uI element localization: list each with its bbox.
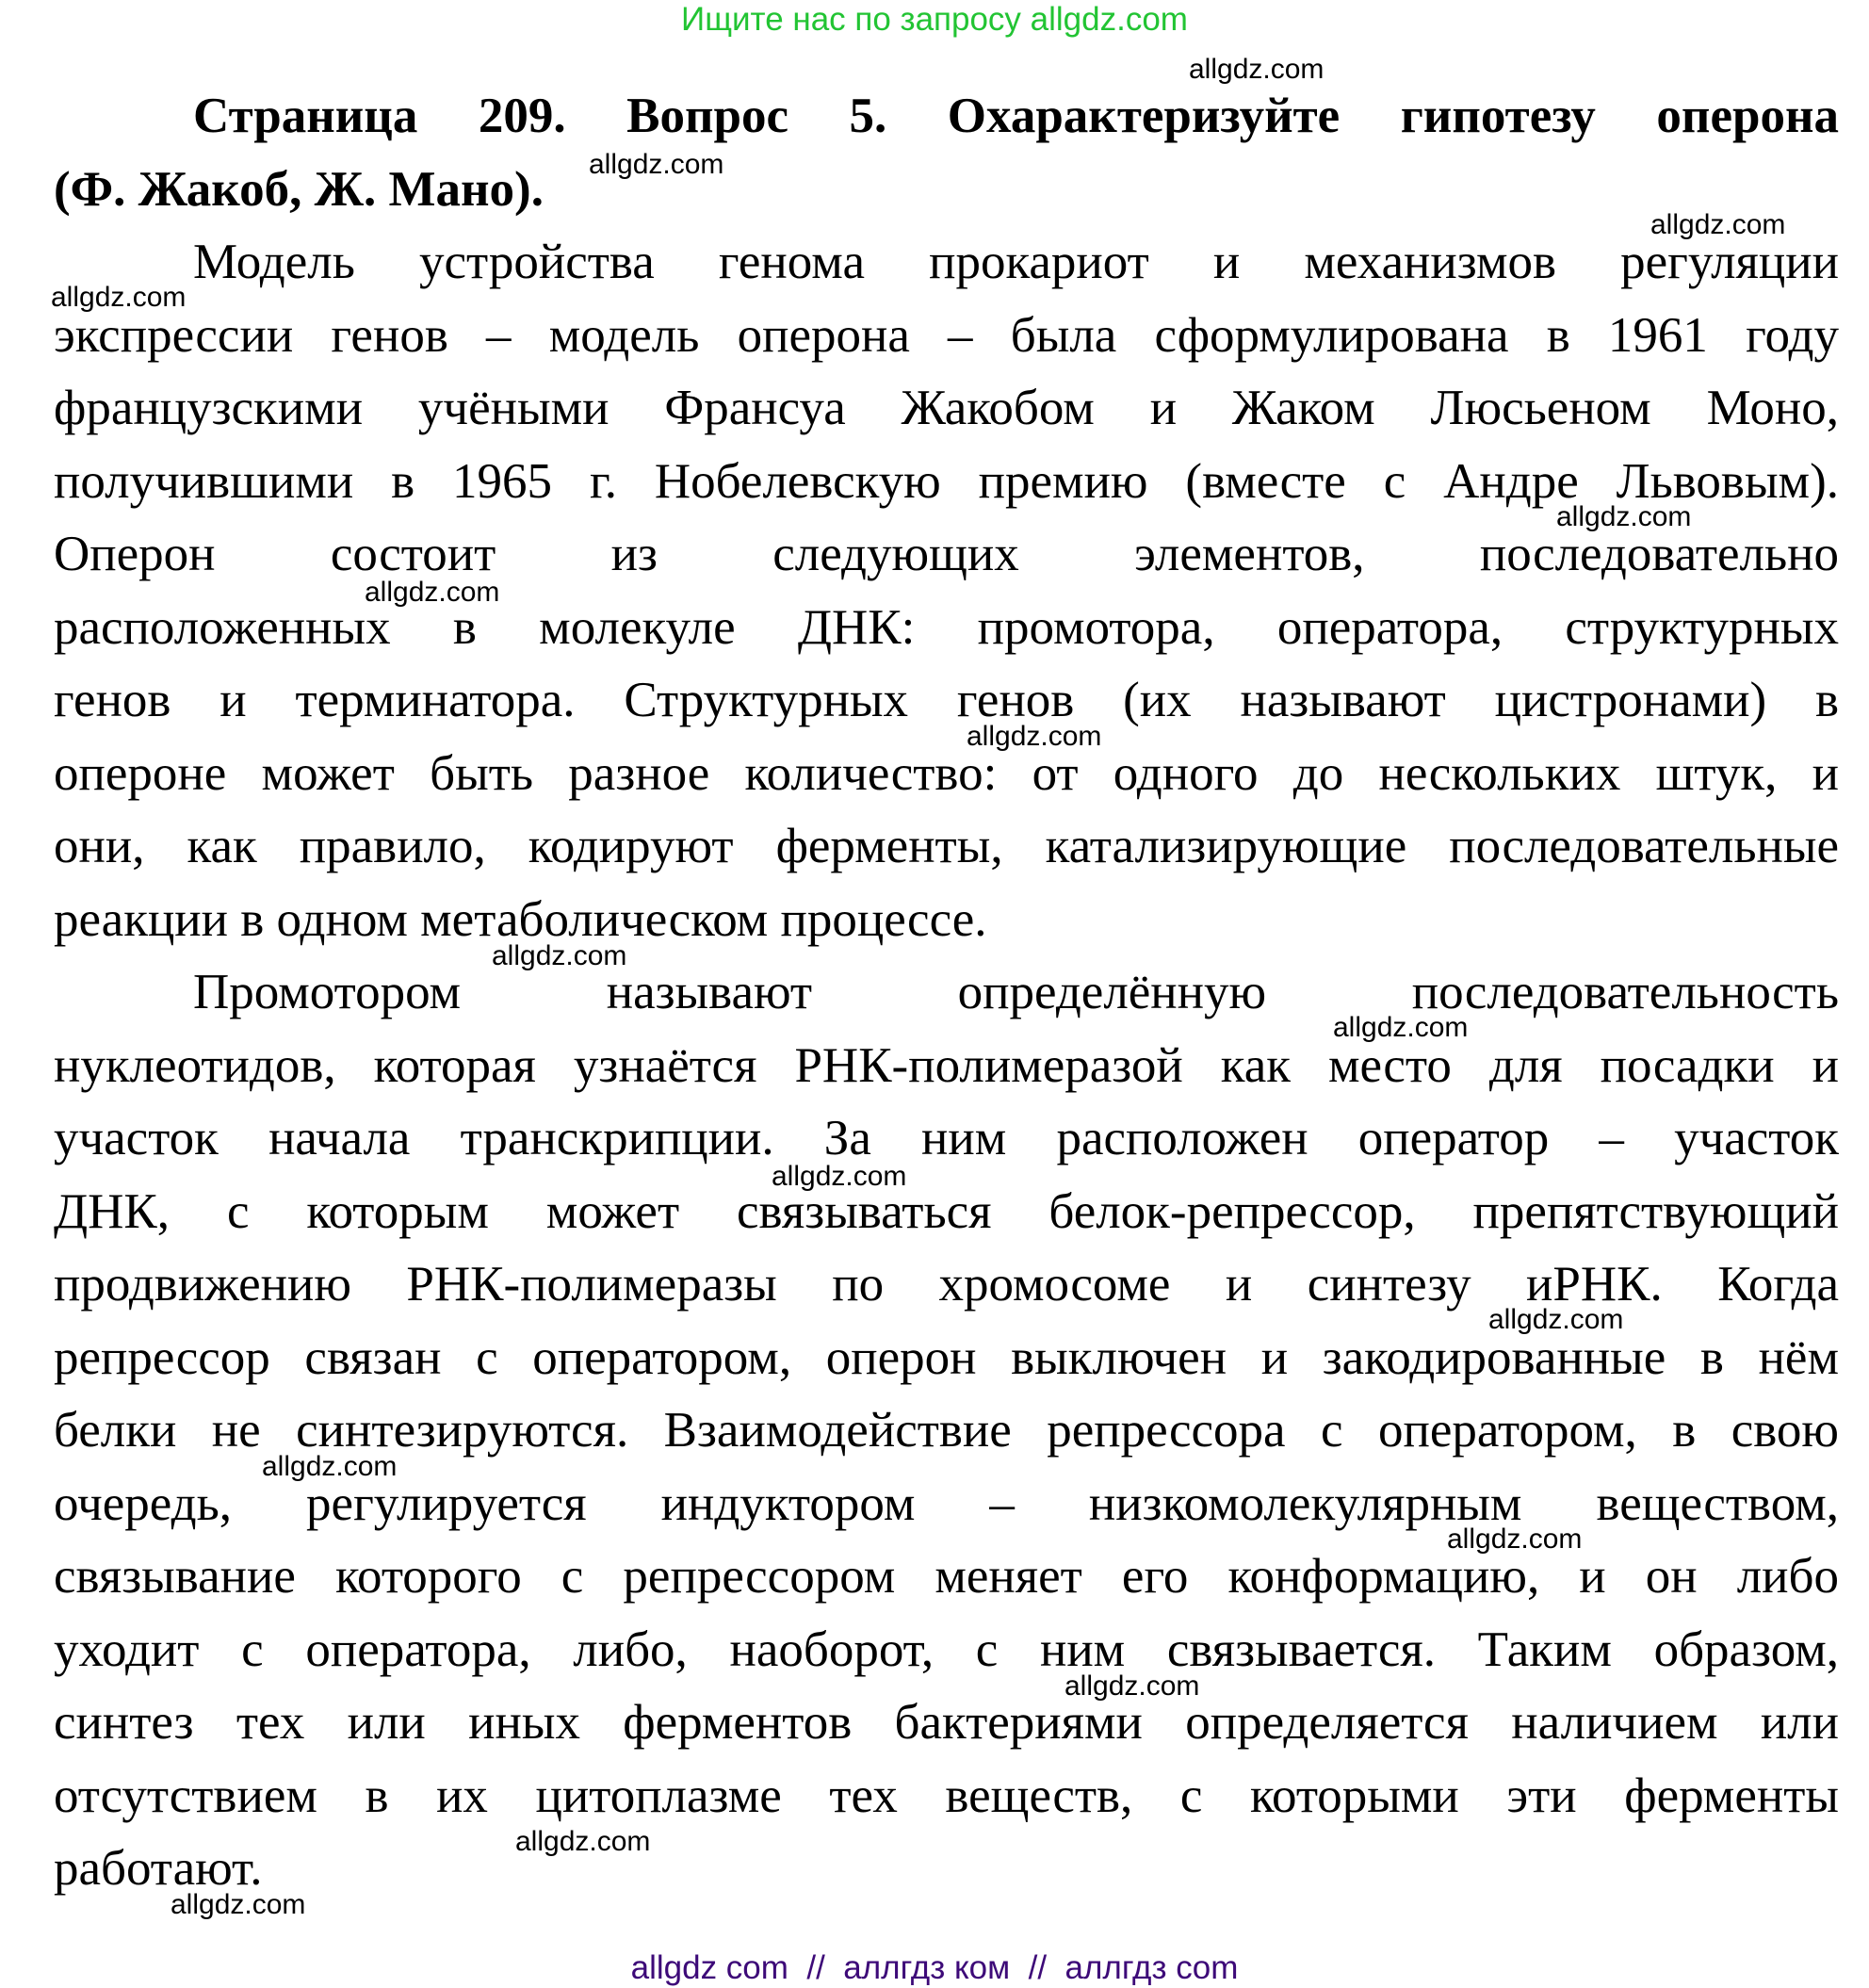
- paragraph-line: [54, 1687, 1839, 1760]
- line-text: нуклеотидов, которая узнаётся РНК-полимеразой как место для посадки и: [54, 1037, 1839, 1093]
- paragraph-line: [54, 1760, 1839, 1833]
- watermark-text: allgdz.com: [1488, 1304, 1624, 1335]
- paragraph-line: [54, 372, 1839, 446]
- title-text: Страница 209. Вопрос 5. Охарактеризуйте гипотезу оперона: [193, 89, 1839, 143]
- document-body: [54, 80, 1839, 1906]
- line-text: опероне может быть разное количество: от одного до нескольких штук, и: [54, 745, 1839, 801]
- line-text: Оперон состоит из следующих элементов, последовательно: [54, 527, 1839, 581]
- line-text: репрессор связан с оператором, оперон выключен и закодированные в нём: [54, 1329, 1839, 1385]
- watermark-text: allgdz.com: [51, 282, 187, 313]
- watermark-text: allgdz.com: [589, 149, 724, 180]
- watermark-text: allgdz.com: [1333, 1012, 1469, 1043]
- watermark-text: allgdz.com: [772, 1161, 907, 1192]
- line-text: Промотором называют определённую последовательность: [193, 965, 1839, 1019]
- line-text: уходит с оператора, либо, наоборот, с ним связывается. Таким образом,: [54, 1621, 1839, 1677]
- paragraph-line: [54, 300, 1839, 373]
- watermark-text: allgdz.com: [365, 577, 500, 608]
- search-banner: Ищите нас по запросу allgdz.com: [681, 1, 1188, 38]
- watermark-text: allgdz.com: [1650, 209, 1786, 240]
- line-text: Модель устройства генома прокариот и механизмов регуляции: [193, 235, 1839, 289]
- watermark-text: allgdz.com: [515, 1826, 651, 1857]
- line-text: получившими в 1965 г. Нобелевскую премию (вместе с Андре Львовым).: [54, 453, 1839, 509]
- paragraph-line: [54, 956, 1839, 1030]
- watermark-text: allgdz.com: [1447, 1524, 1583, 1555]
- paragraph-line: [54, 738, 1839, 811]
- line-text: реакции в одном метаболическом процессе.: [54, 891, 987, 947]
- line-text: они, как правило, кодируют ферменты, катализирующие последовательные: [54, 819, 1839, 873]
- paragraph-line: [54, 226, 1839, 300]
- line-text: французскими учёными Франсуа Жакобом и Жаком Люсьеном Моно,: [54, 381, 1839, 435]
- paragraph-line: [54, 1102, 1839, 1176]
- line-text: участок начала транскрипции. За ним расположен оператор – участок: [54, 1111, 1839, 1165]
- watermark-text: allgdz.com: [1189, 54, 1325, 85]
- paragraph-line: [54, 810, 1839, 884]
- line-text: генов и терминатора. Структурных генов (их называют цистронами) в: [54, 673, 1839, 727]
- paragraph-line: [54, 884, 1839, 957]
- title-text: (Ф. Жакоб, Ж. Мано).: [54, 161, 544, 217]
- line-text: расположенных в молекуле ДНК: промотора, оператора, структурных: [54, 599, 1839, 655]
- line-text: экспрессии генов – модель оперона – была сформулирована в 1961 году: [54, 307, 1839, 363]
- paragraph-line: [54, 1176, 1839, 1249]
- line-text: продвижению РНК-полимеразы по хромосоме и синтезу иРНК. Когда: [54, 1257, 1839, 1312]
- paragraph-line: [54, 1614, 1839, 1687]
- line-text: отсутствием в их цитоплазме тех веществ, с которыми эти ферменты: [54, 1768, 1839, 1823]
- question-title-line: [54, 80, 1839, 154]
- paragraph-line: [54, 592, 1839, 665]
- line-text: синтез тех или иных ферментов бактериями определяется наличием или: [54, 1695, 1839, 1750]
- watermark-text: allgdz.com: [1556, 501, 1692, 532]
- paragraph-line: [54, 1030, 1839, 1103]
- watermark-text: allgdz.com: [262, 1451, 398, 1482]
- watermark-text: allgdz.com: [1065, 1670, 1200, 1702]
- paragraph-line: [54, 664, 1839, 738]
- watermark-text: allgdz.com: [171, 1889, 306, 1920]
- line-text: ДНК, с которым может связываться белок-репрессор, препятствующий: [54, 1183, 1839, 1239]
- line-text: работают.: [54, 1841, 263, 1896]
- watermark-text: allgdz.com: [967, 721, 1102, 752]
- line-text: белки не синтезируются. Взаимодействие репрессора с оператором, в свою: [54, 1403, 1839, 1458]
- line-text: связывание которого с репрессором меняет его конформацию, и он либо: [54, 1549, 1839, 1604]
- footer-banner: allgdz com // аллгдз ком // аллгдз com: [630, 1949, 1239, 1986]
- watermark-text: allgdz.com: [492, 940, 627, 971]
- line-text: очередь, регулируется индуктором – низкомолекулярным веществом,: [54, 1475, 1839, 1531]
- paragraph-line: [54, 1833, 1839, 1906]
- question-title-line: [54, 154, 1839, 227]
